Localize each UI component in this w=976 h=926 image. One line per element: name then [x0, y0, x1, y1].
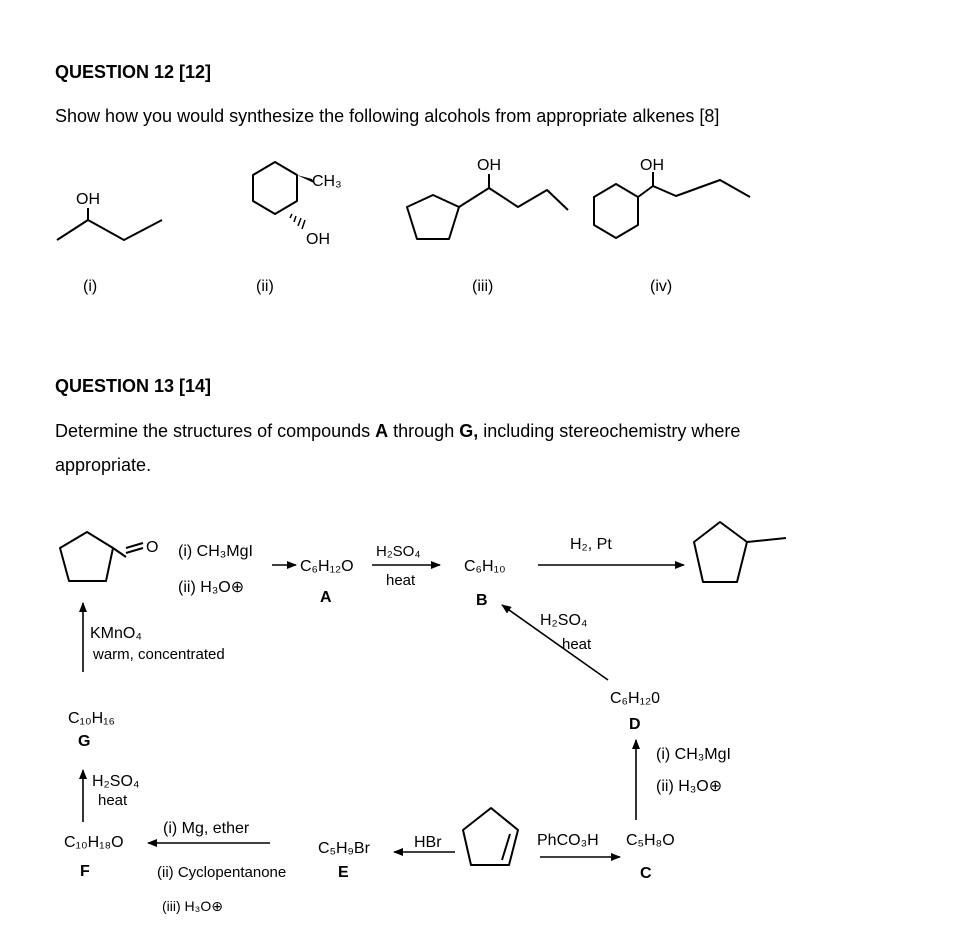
label-iv: (iv): [650, 278, 673, 295]
e-to-f-reagent-1: (i) Mg, ether: [163, 820, 250, 837]
d-to-b-reagent-1: H₂SO₄: [540, 612, 588, 629]
ketone-co-2: [126, 548, 143, 553]
struct-iii-oh: OH: [477, 157, 501, 174]
ketone-o: O: [146, 539, 159, 556]
label-ii: (ii): [256, 278, 274, 295]
compound-e-label: E: [338, 864, 349, 881]
cyclopentene-double: [502, 834, 510, 860]
compound-d-label: D: [629, 716, 641, 733]
e-to-f-reagent-2: (ii) Cyclopentanone: [157, 864, 287, 881]
struct-ii-ch3: CH₃: [312, 173, 342, 190]
label-iii: (iii): [472, 278, 494, 295]
label-i: (i): [83, 278, 98, 295]
step3-reagent: H₂, Pt: [570, 536, 612, 553]
compound-f-formula: C₁₀H₁₈O: [64, 834, 124, 851]
compound-g-label: G: [78, 733, 91, 750]
compound-c-formula: C₅H₈O: [626, 832, 675, 849]
ketone-co-1: [126, 543, 143, 548]
e-to-f-reagent-3: (iii) H₃O⊕: [162, 898, 223, 914]
question-13-text: Determine the structures of compounds A through G, including stereochemistry where: [55, 421, 741, 441]
c-to-d-reagent-2: (ii) H₃O⊕: [656, 778, 723, 795]
compound-b-formula: C₆H₁₀: [464, 558, 506, 575]
kmno4-condition: warm, concentrated: [93, 646, 225, 663]
compound-d-formula: C₆H₁₂0: [610, 690, 661, 707]
compound-e-formula: C₅H₉Br: [318, 840, 370, 857]
struct-i-oh: OH: [76, 191, 100, 208]
hbr-reagent: HBr: [414, 834, 442, 851]
d-to-b-reagent-2: heat: [562, 636, 592, 653]
compound-a-label: A: [320, 589, 332, 606]
kmno4-reagent: KMnO₄: [90, 625, 142, 642]
compound-g-formula: C₁₀H₁₆: [68, 710, 115, 727]
step2-reagent-2: heat: [386, 572, 416, 589]
struct-ii-oh: OH: [306, 231, 330, 248]
step1-reagent-2: (ii) H₃O⊕: [178, 579, 245, 596]
c-to-d-reagent-1: (i) CH₃MgI: [656, 746, 731, 763]
h2so4-reagent: H₂SO₄: [92, 773, 140, 790]
compound-f-label: F: [80, 863, 90, 880]
methylcyclopentane-methyl: [747, 538, 786, 542]
compound-b-label: B: [476, 592, 488, 609]
compound-a-formula: C₆H₁₂O: [300, 558, 354, 575]
question-13-text-line2: appropriate.: [55, 455, 152, 475]
methylcyclopentane-ring: [694, 522, 747, 582]
step1-reagent-1: (i) CH₃MgI: [178, 543, 253, 560]
struct-iv-oh: OH: [640, 157, 664, 174]
question-12-text: Show how you would synthesize the following alcohols from appropriate alkenes [8]: [55, 106, 720, 126]
compound-c-label: C: [640, 865, 652, 882]
phco3h-reagent: PhCO₃H: [537, 832, 599, 849]
question-13-title: QUESTION 13 [14]: [55, 376, 212, 396]
ketone-bond: [113, 548, 126, 557]
h2so4-condition: heat: [98, 792, 128, 809]
ketone-ring: [60, 532, 113, 581]
question-12-title: QUESTION 12 [12]: [55, 62, 212, 82]
step2-reagent-1: H₂SO₄: [376, 543, 421, 560]
